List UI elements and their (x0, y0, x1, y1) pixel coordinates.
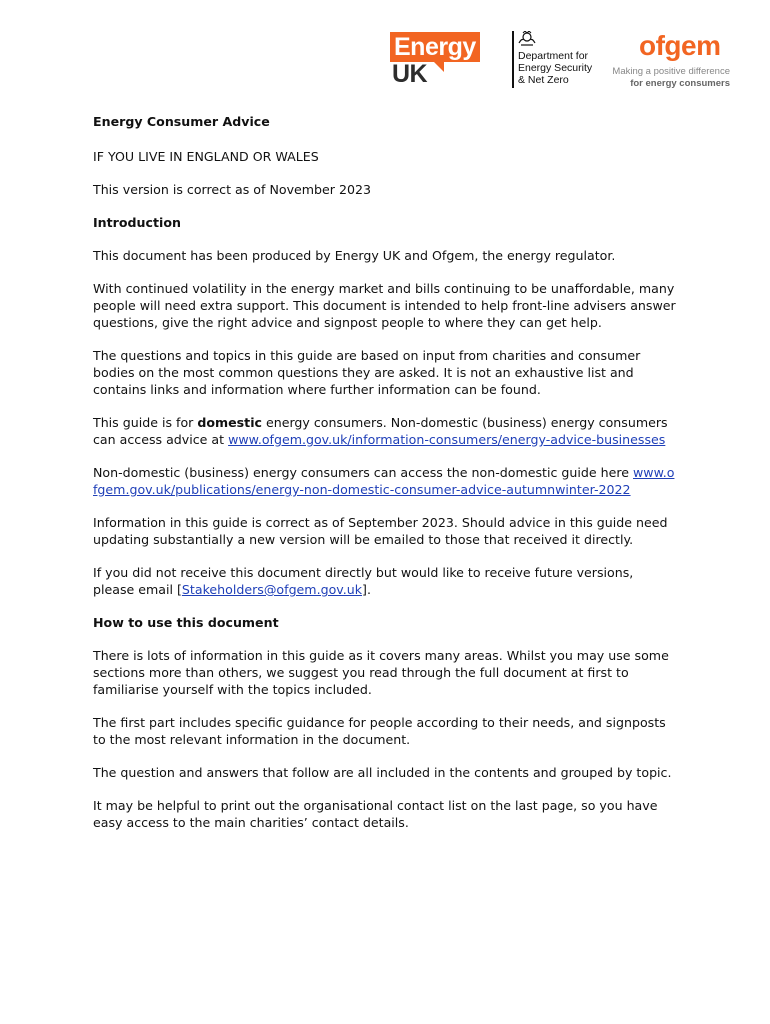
document-body (93, 113, 678, 831)
paragraph-1: This document has been produced by Energy UK and Ofgem, the energy regulator. (93, 248, 616, 263)
domestic-emphasis: domestic (197, 415, 262, 430)
paragraph-3: The questions and topics in this guide are based on input from charities and consumer bodies on the most common questions they are asked. It is not an exhaustive list and contains links and information where further information can be found. (93, 348, 641, 397)
paragraph-5-pre: Non-domestic (business) energy consumers can access the non-domestic guide here (93, 465, 633, 480)
document-title: Energy Consumer Advice (93, 114, 270, 129)
desnz-line-1: Department for (518, 50, 589, 62)
paragraph-10: The question and answers that follow are all included in the contents and grouped by topic. (93, 765, 672, 780)
desnz-line-2: Energy Security (518, 62, 593, 74)
paragraph-8: There is lots of information in this guide as it covers many areas. Whilst you may use some sections more than others, we suggest you read through the full document at first to familiarise yourself with the topics included. (93, 648, 669, 697)
paragraph-4-pre: This guide is for (93, 415, 198, 430)
energy-uk-logo-corner (434, 62, 444, 72)
business-advice-link[interactable]: www.ofgem.gov.uk/information-consumers/energy-advice-businesses (228, 432, 666, 447)
paragraph-7 (93, 564, 678, 598)
ofgem-logo-brand: ofgem (639, 30, 721, 61)
paragraph-4 (93, 414, 678, 448)
energy-uk-logo (390, 32, 488, 88)
stakeholders-email-link[interactable]: Stakeholders@ofgem.gov.uk (181, 582, 363, 597)
paragraph-9: The first part includes specific guidance for people according to their needs, and signposts to the most relevant information in the document. (93, 715, 666, 747)
region-line: IF YOU LIVE IN ENGLAND OR WALES (93, 149, 319, 164)
energy-uk-logo-uk: UK (392, 60, 428, 88)
desnz-line-3: & Net Zero (518, 74, 569, 86)
paragraph-7-post: ]. (362, 582, 371, 597)
ofgem-tagline-2: for energy consumers (630, 78, 730, 89)
desnz-logo-text (518, 50, 592, 86)
non-domestic-guide-link[interactable]: www.ofgem.gov.uk/publications/energy-non-domestic-consumer-advice-autumnwinter-2022 (93, 465, 675, 497)
royal-crest-icon (518, 31, 536, 47)
paragraph-5 (93, 464, 678, 498)
ofgem-logo (612, 30, 730, 90)
energy-uk-logo-word: Energy (390, 32, 480, 62)
paragraph-11: It may be helpful to print out the organisational contact list on the last page, so you have easy access to the main charities’ contact details. (93, 798, 658, 830)
paragraph-4-post: energy consumers. Non-domestic (business) energy consumers can access advice at (93, 415, 668, 447)
paragraph-7-pre: If you did not receive this document directly but would like to receive future versions, please email [ (93, 565, 634, 597)
desnz-logo-bar (512, 31, 514, 88)
version-line: This version is correct as of November 2023 (93, 182, 372, 197)
introduction-heading: Introduction (93, 215, 181, 230)
desnz-logo (512, 31, 612, 89)
paragraph-6: Information in this guide is correct as of September 2023. Should advice in this guide need updating substantially a new version will be emailed to those that received it directly. (93, 515, 668, 547)
paragraph-2: With continued volatility in the energy market and bills continuing to be unaffordable, many people will need extra support. This document is intended to help front-line advisers answer questions, give the right advice and signpost people to where they can get help. (93, 281, 676, 330)
how-to-use-heading: How to use this document (93, 615, 279, 630)
ofgem-tagline-1: Making a positive difference (612, 66, 730, 77)
